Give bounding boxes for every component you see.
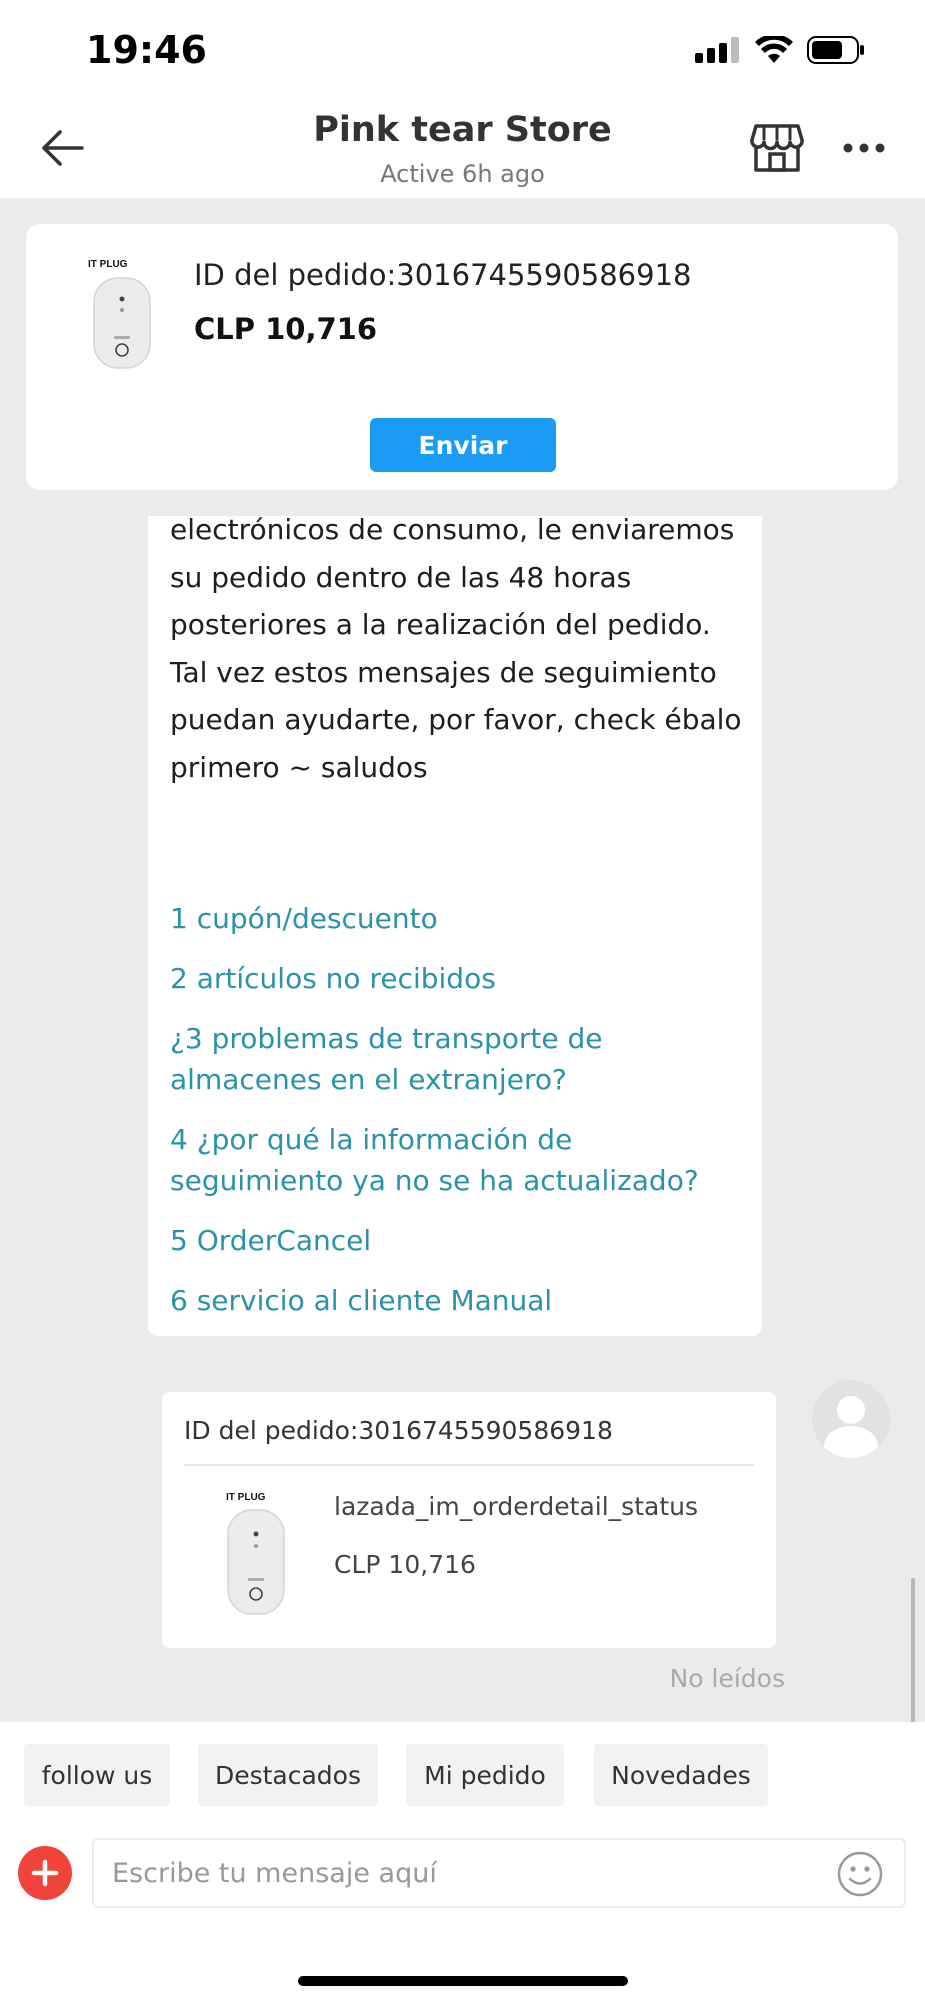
chip-follow-us[interactable]: follow us: [24, 1744, 170, 1806]
seller-message-bubble: [148, 516, 762, 1336]
order-card-id: ID del pedido:3016745590586918: [184, 1416, 613, 1445]
battery-icon: [807, 36, 865, 64]
store-icon[interactable]: [750, 122, 804, 174]
chip-destacados[interactable]: Destacados: [198, 1744, 378, 1806]
chat-scrollbar[interactable]: [911, 1578, 915, 1722]
quick-option-cancel[interactable]: 5 OrderCancel: [170, 1224, 372, 1257]
pinned-order-price: CLP 10,716: [194, 312, 378, 346]
wifi-icon: [755, 36, 793, 64]
order-card-status: lazada_im_orderdetail_status: [334, 1492, 699, 1521]
store-activity-status: Active 6h ago: [380, 160, 545, 188]
product-thumbnail: [80, 254, 196, 370]
plus-icon: [30, 1858, 60, 1888]
unread-status: No leídos: [669, 1664, 785, 1693]
message-composer: [0, 1828, 925, 2000]
store-title[interactable]: Pink tear Store: [313, 110, 612, 150]
quick-option-tracking[interactable]: 4 ¿por qué la información de seguimiento ya no se ha actualizado?: [170, 1123, 699, 1197]
emoji-icon[interactable]: [836, 1850, 884, 1898]
divider: [184, 1464, 754, 1466]
product-thumbnail-label: IT PLUG: [88, 259, 128, 270]
avatar-silhouette: [812, 1380, 890, 1458]
pinned-order-section: [0, 198, 925, 516]
chat-header: [0, 100, 925, 198]
sent-order-card[interactable]: [162, 1392, 776, 1648]
chip-mi-pedido[interactable]: Mi pedido: [406, 1744, 564, 1806]
chat-messages[interactable]: [0, 516, 925, 1722]
message-input[interactable]: Escribe tu mensaje aquí: [92, 1838, 906, 1908]
seller-message-text: electrónicos de consumo, le enviaremos su pedido dentro de las 48 horas posteriores a la realización del pedido. Tal vez estos mensajes de seguimiento puedan ayudarte, por favor, check ébalo primero ~ saludos: [170, 516, 742, 784]
more-icon[interactable]: [842, 140, 886, 156]
quick-option-transport[interactable]: ¿3 problemas de transporte de almacenes en el extranjero?: [170, 1022, 603, 1096]
order-card-thumbnail: [222, 1488, 308, 1618]
quick-option-customer-service[interactable]: 6 servicio al cliente Manual: [170, 1284, 553, 1317]
order-card-price: CLP 10,716: [334, 1550, 476, 1579]
avatar-icon[interactable]: [812, 1380, 890, 1458]
quick-option-not-received[interactable]: 2 artículos no recibidos: [170, 962, 496, 995]
order-card-thumbnail-label: IT PLUG: [226, 1492, 266, 1503]
chip-novedades[interactable]: Novedades: [594, 1744, 768, 1806]
send-order-button[interactable]: Enviar: [370, 418, 556, 472]
signal-icon: [695, 37, 741, 63]
add-attachment-button[interactable]: [18, 1846, 72, 1900]
quick-option-coupon[interactable]: 1 cupón/descuento: [170, 902, 438, 935]
pinned-order-card[interactable]: [26, 224, 898, 490]
status-time: 19:46: [86, 28, 207, 72]
status-bar: [0, 0, 925, 100]
quick-reply-bar: [0, 1722, 925, 1828]
home-indicator: [298, 1976, 628, 1986]
pinned-order-id: ID del pedido:3016745590586918: [194, 258, 692, 292]
status-icons: [695, 36, 865, 64]
